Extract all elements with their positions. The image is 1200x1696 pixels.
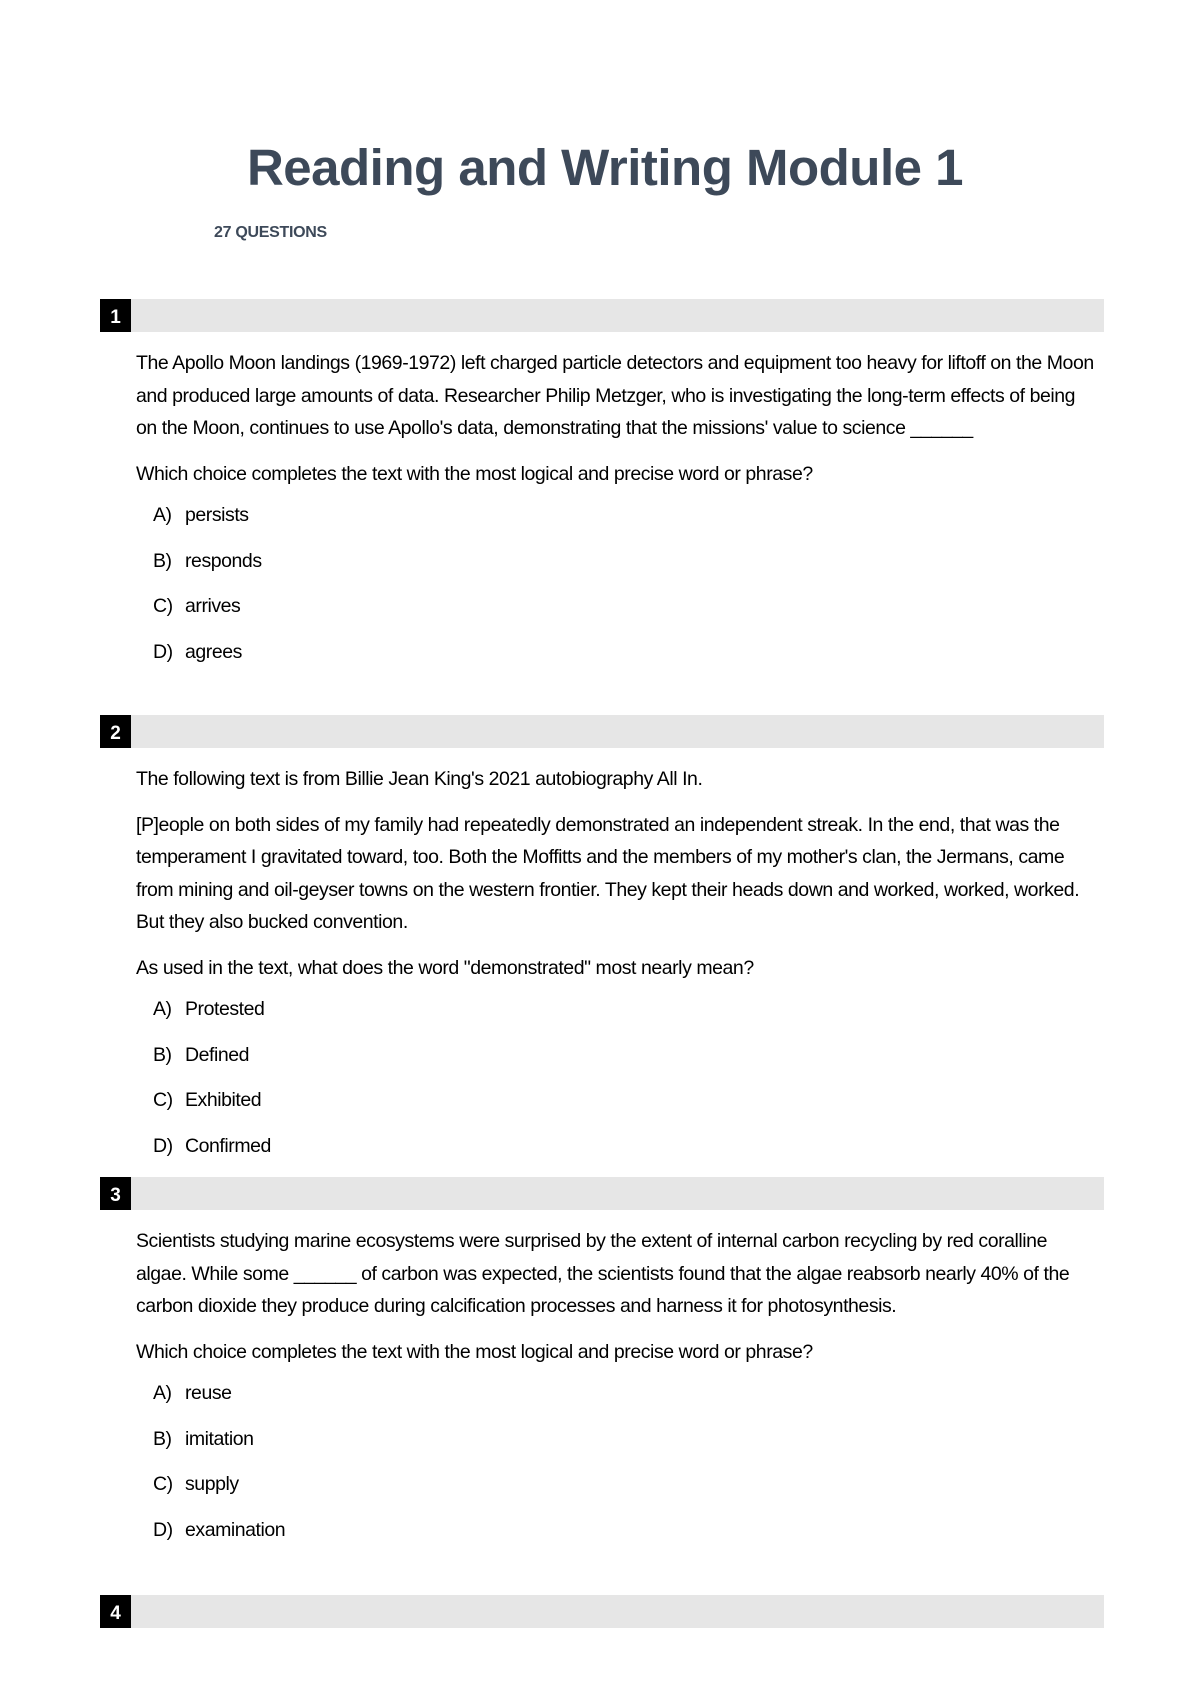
option-b[interactable] [153,1427,1096,1473]
option-text: Exhibited [185,1089,262,1111]
option-text: Protested [185,998,265,1020]
intro: The following text is from Billie Jean King's 2021 autobiography All In. [136,768,703,790]
question-3 [136,1225,1096,1563]
option-letter: B) [153,1427,172,1450]
option-letter: C) [153,1473,173,1495]
prompt: Which choice completes the text with the most logical and precise word or phrase? [136,1340,813,1363]
question-header-4 [100,1595,1104,1628]
question-number: 2 [100,715,131,748]
question-number: 1 [100,299,131,332]
prompt: As used in the text, what does the word "demonstrated" most nearly mean? [136,956,754,979]
option-letter: D) [153,1134,173,1157]
passage: Scientists studying marine ecosystems were surprised by the extent of internal carbon recycling by red coralline algae. While some ______ of carbon was expected, the scientists found that the algae reabsorb nearly 40% of the carbon dioxide they produce during calcification processes and harness it for photosynthesis. [136,1230,1070,1317]
option-letter: C) [153,1089,173,1111]
option-a[interactable] [153,997,1096,1043]
question-header-3 [100,1177,1104,1210]
passage: The Apollo Moon landings (1969-1972) left charged particle detectors and equipment too heavy for liftoff on the Moon and produced large amounts of data. Researcher Philip Metzger, who is investigating the long-term effects of being on the Moon, continues to use Apollo's data, demonstrating that the missions' value to science ______ [136,352,1094,439]
prompt: Which choice completes the text with the most logical and precise word or phrase? [136,462,813,485]
option-letter: C) [153,595,173,617]
question-count: 27 QUESTIONS [214,224,327,241]
option-c[interactable] [153,1088,1096,1134]
option-letter: D) [153,640,173,663]
option-letter: B) [153,1043,172,1066]
option-text: reuse [185,1382,232,1404]
option-text: imitation [185,1427,254,1450]
option-text: examination [185,1518,286,1541]
option-letter: D) [153,1518,173,1541]
option-text: agrees [185,640,242,663]
option-text: Defined [185,1043,250,1066]
passage: [P]eople on both sides of my family had repeatedly demonstrated an independent streak. In the end, that was the temperament I gravitated toward, too. Both the Moffitts and the members of my mother's clan, the Jermans, came from mining and oil-geyser towns on the western frontier. They kept their heads down and worked, worked, worked. But they also bucked convention. [136,813,1080,933]
question-number: 3 [100,1177,131,1210]
option-a[interactable] [153,503,1096,549]
option-text: persists [185,504,249,526]
option-c[interactable] [153,594,1096,640]
option-text: arrives [185,595,241,617]
option-c[interactable] [153,1472,1096,1518]
question-header-1 [100,299,1104,332]
option-letter: A) [153,998,172,1020]
question-number: 4 [100,1595,131,1628]
option-text: supply [185,1473,239,1495]
option-b[interactable] [153,1043,1096,1089]
option-text: responds [185,549,262,572]
option-d[interactable] [153,1518,1096,1564]
option-letter: B) [153,549,172,572]
page-title: Reading and Writing Module 1 [246,139,964,196]
option-b[interactable] [153,549,1096,595]
option-text: Confirmed [185,1134,271,1157]
question-1 [136,347,1096,685]
option-d[interactable] [153,1134,1096,1180]
option-d[interactable] [153,640,1096,686]
option-letter: A) [153,1382,172,1404]
question-header-2 [100,715,1104,748]
question-2 [136,763,1096,1179]
option-a[interactable] [153,1381,1096,1427]
option-letter: A) [153,504,172,526]
